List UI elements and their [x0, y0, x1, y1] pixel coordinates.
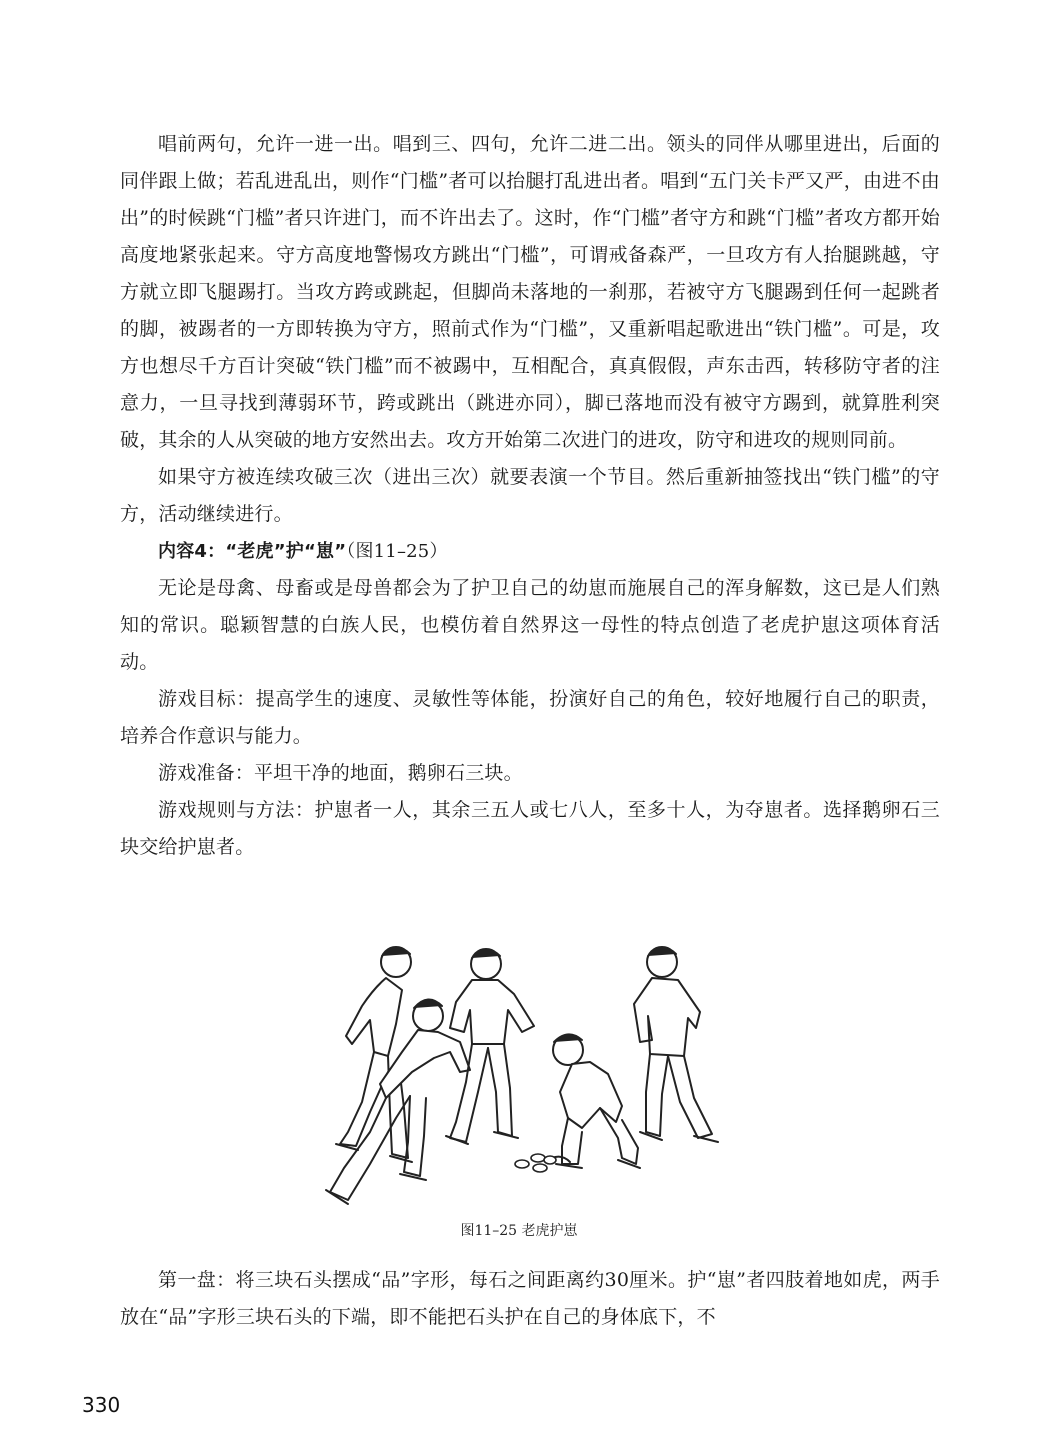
- figure-boy-right: [634, 947, 718, 1142]
- paragraph-gate-rules: 唱前两句，允许一进一出。唱到三、四句，允许二进二出。领头的同伴从哪里进出，后面的同伴跟上做；若乱进乱出，则作“门槛”者可以抬腿打乱进出者。唱到“五门关卡严又严，由进不由出”的时候跳“门槛”者只许进门，而不许出去了。这时，作“门槛”者守方和跳“门槛”者攻方都开始高度地紧张起来。守方高度地警惕攻方跳出“门槛”，可谓戒备森严，一旦攻方有人抬腿跳越，守方就立即飞腿踢打。当攻方跨或跳起，但脚尚未落地的一刹那，若被守方飞腿踢到任何一起跳者的脚，被踢者的一方即转换为守方，照前式作为“门槛”，又重新唱起歌进出“铁门槛”。可是，攻方也想尽千方百计突破“铁门槛”而不被踢中，互相配合，真真假假，声东击西，转移防守者的注意力，一旦寻找到薄弱环节，跨或跳出（跳进亦同），脚已落地而没有被守方踢到，就算胜利突破，其余的人从突破的地方安然出去。攻方开始第二次进门的进攻，防守和进攻的规则同前。: [120, 133, 940, 451]
- pebbles: [515, 1154, 556, 1172]
- section-heading-title: 内容4：“老虎”护“崽”: [158, 541, 347, 562]
- paragraph-intro: 无论是母禽、母畜或是母兽都会为了护卫自己的幼崽而施展自己的浑身解数，这已是人们熟知的常识。聪颖智慧的白族人民，也模仿着自然界这一母性的特点创造了老虎护崽这项体育活动。: [120, 577, 940, 673]
- figure-boy-bending: [326, 999, 470, 1204]
- body-text-upper: [120, 126, 940, 866]
- paragraph-game-rules: 游戏规则与方法：护崽者一人，其余三五人或七八人，至多十人，为夺崽者。选择鹅卵石三块交给护崽者。: [120, 799, 940, 858]
- pebble: [533, 1164, 547, 1172]
- figure-boy-crouching: [552, 1034, 640, 1168]
- illustration-children-playing: [300, 932, 760, 1222]
- paragraph-first-round: 第一盘：将三块石头摆成“品”字形，每石之间距离约30厘米。护“崽”者四肢着地如虎，两手放在“品”字形三块石头的下端，即不能把石头护在自己的身体底下，不: [120, 1269, 940, 1328]
- body-text-lower: [120, 1262, 940, 1336]
- pebble: [515, 1160, 529, 1168]
- pebble: [531, 1154, 545, 1162]
- paragraph-game-goal: 游戏目标：提高学生的速度、灵敏性等体能，扮演好自己的角色，较好地履行自己的职责，培养合作意识与能力。: [120, 688, 940, 747]
- section-figure-ref: （图11–25）: [346, 541, 448, 562]
- paragraph-game-prep: 游戏准备：平坦干净的地面，鹅卵石三块。: [158, 762, 523, 784]
- figure-tiger-guarding-cub: [300, 932, 760, 1232]
- pebble: [544, 1156, 556, 1164]
- section-heading: [120, 533, 940, 570]
- page-number: 330: [82, 1393, 121, 1417]
- figure-caption: 图11–25 老虎护崽: [460, 1223, 578, 1239]
- paragraph-gate-penalty: 如果守方被连续攻破三次（进出三次）就要表演一个节目。然后重新抽签找出“铁门槛”的守方，活动继续进行。: [120, 466, 940, 525]
